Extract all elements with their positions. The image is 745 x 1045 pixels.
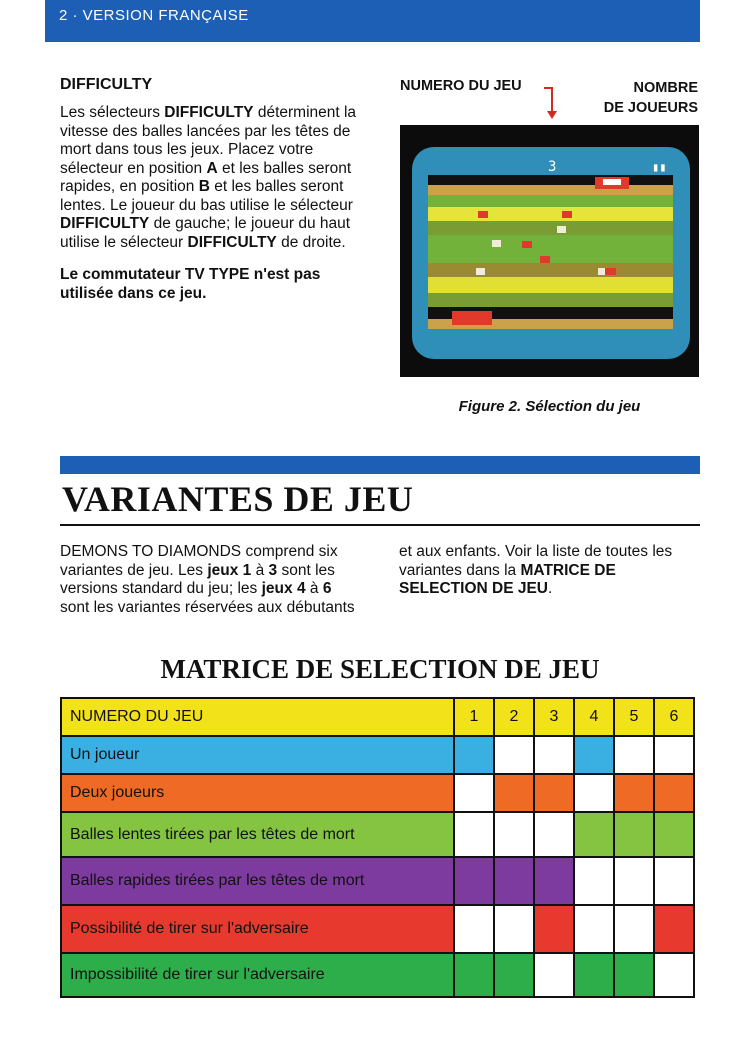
text-run: . <box>548 580 553 597</box>
screen-players: ▮▮ <box>652 160 667 174</box>
figure-label-players-line1: NOMBRE <box>633 80 698 96</box>
text-run: 3 <box>268 561 278 579</box>
page-title: 2 · VERSION FRANÇAISE <box>59 7 249 24</box>
section-rule <box>60 524 700 526</box>
variants-text-left <box>60 543 365 617</box>
text-run: DIFFICULTY <box>164 104 254 121</box>
text-run: et les balles seront rapides, en position <box>60 159 352 195</box>
matrix-cell-filled <box>614 953 654 997</box>
matrix-row <box>61 736 694 774</box>
matrix-cell-empty <box>574 905 614 953</box>
matrix-cell-filled <box>614 812 654 857</box>
text-run: et aux enfants. Voir la liste de toutes les variantes dans la <box>399 543 673 579</box>
text-run: Les sélecteurs <box>60 104 165 121</box>
matrix-game-number: 4 <box>574 698 614 736</box>
difficulty-text <box>60 104 360 252</box>
difficulty-section <box>60 76 360 303</box>
text-run: sont les versions standard du jeu; les <box>60 561 335 597</box>
screen-game-number: 3 <box>548 159 557 175</box>
matrix-row <box>61 812 694 857</box>
text-run: DEMONS TO DIAMONDS comprend six variantes de jeu. Les <box>60 543 338 579</box>
text-run: et les balles seront lentes. Le joueur du bas utilise le sélecteur <box>60 178 353 214</box>
matrix-row-label: Un joueur <box>61 736 454 774</box>
text-run: à <box>251 561 269 579</box>
matrix-cell-empty <box>534 953 574 997</box>
matrix-game-number: 1 <box>454 698 494 736</box>
matrix-cell-filled <box>654 905 694 953</box>
matrix-cell-filled <box>494 774 534 812</box>
matrix-cell-filled <box>534 774 574 812</box>
text-run: sont les variantes réservées aux débutants <box>60 598 355 616</box>
text-run: DIFFICULTY <box>187 233 277 251</box>
text-run: de gauche; le joueur du haut utilise le sélecteur <box>60 215 351 251</box>
matrix-cell-filled <box>654 812 694 857</box>
matrix-game-number: 5 <box>614 698 654 736</box>
matrix-cell-filled <box>494 953 534 997</box>
variants-text-right <box>399 543 699 599</box>
matrix-cell-empty <box>494 812 534 857</box>
text-run: 6 <box>322 580 332 597</box>
game-screen-image <box>400 125 699 377</box>
text-run: DIFFICULTY <box>60 215 150 232</box>
variants-title: VARIANTES DE JEU <box>62 479 414 519</box>
matrix-cell-filled <box>454 736 494 774</box>
matrix-game-number: 3 <box>534 698 574 736</box>
matrix-row <box>61 857 694 905</box>
text-run: B <box>198 178 210 195</box>
matrix-row-label: Balles rapides tirées par les têtes de mort <box>61 857 454 905</box>
matrix-cell-empty <box>494 736 534 774</box>
matrix-cell-filled <box>454 857 494 905</box>
figure-label-players <box>580 78 698 118</box>
arrow-down-icon <box>544 86 558 120</box>
matrix-cell-empty <box>654 736 694 774</box>
matrix-row-label: Impossibilité de tirer sur l'adversaire <box>61 953 454 997</box>
matrix-cell-empty <box>454 905 494 953</box>
matrix-cell-filled <box>494 857 534 905</box>
matrix-row <box>61 905 694 953</box>
matrix-title: MATRICE DE SELECTION DE JEU <box>160 654 600 684</box>
game-selection-matrix <box>60 697 695 998</box>
matrix-cell-empty <box>534 812 574 857</box>
header-bar <box>45 0 700 42</box>
tv-type-note: Le commutateur TV TYPE n'est pas utilisée dans ce jeu. <box>60 266 321 302</box>
matrix-row-label: Possibilité de tirer sur l'adversaire <box>61 905 454 953</box>
matrix-row <box>61 953 694 997</box>
matrix-row <box>61 774 694 812</box>
difficulty-heading: DIFFICULTY <box>60 76 153 93</box>
figure-caption: Figure 2. Sélection du jeu <box>458 398 641 415</box>
matrix-header-label: NUMERO DU JEU <box>61 698 454 736</box>
matrix-cell-empty <box>534 736 574 774</box>
matrix-header-row <box>61 698 694 736</box>
matrix-cell-filled <box>614 774 654 812</box>
matrix-cell-empty <box>454 812 494 857</box>
section-bar <box>60 456 700 474</box>
matrix-cell-filled <box>534 905 574 953</box>
matrix-cell-filled <box>574 736 614 774</box>
matrix-cell-filled <box>574 953 614 997</box>
text-run: déterminent la vitesse des balles lancées par les têtes de mort dans tous les jeux. Placez votre sélecteur en position <box>60 104 357 177</box>
matrix-cell-empty <box>574 774 614 812</box>
matrix-game-number: 2 <box>494 698 534 736</box>
text-run: jeux 1 <box>207 561 252 579</box>
matrix-cell-filled <box>454 953 494 997</box>
figure-label-players-line2: DE JOUEURS <box>603 100 698 116</box>
matrix-cell-empty <box>614 905 654 953</box>
matrix-cell-empty <box>454 774 494 812</box>
matrix-cell-filled <box>534 857 574 905</box>
figure-label-game-number: NUMERO DU JEU <box>400 78 522 94</box>
text-run: A <box>206 159 218 177</box>
matrix-row-label: Deux joueurs <box>61 774 454 812</box>
text-run: MATRICE DE SELECTION DE JEU <box>399 561 616 597</box>
matrix-cell-empty <box>574 857 614 905</box>
matrix-cell-empty <box>614 736 654 774</box>
text-run: jeux 4 <box>261 580 306 597</box>
matrix-cell-empty <box>654 953 694 997</box>
matrix-cell-empty <box>654 857 694 905</box>
matrix-cell-filled <box>654 774 694 812</box>
matrix-game-number: 6 <box>654 698 694 736</box>
matrix-row-label: Balles lentes tirées par les têtes de mort <box>61 812 454 857</box>
text-run: à <box>305 580 323 597</box>
matrix-cell-empty <box>494 905 534 953</box>
matrix-cell-empty <box>614 857 654 905</box>
matrix-cell-filled <box>574 812 614 857</box>
text-run: de droite. <box>276 233 346 251</box>
